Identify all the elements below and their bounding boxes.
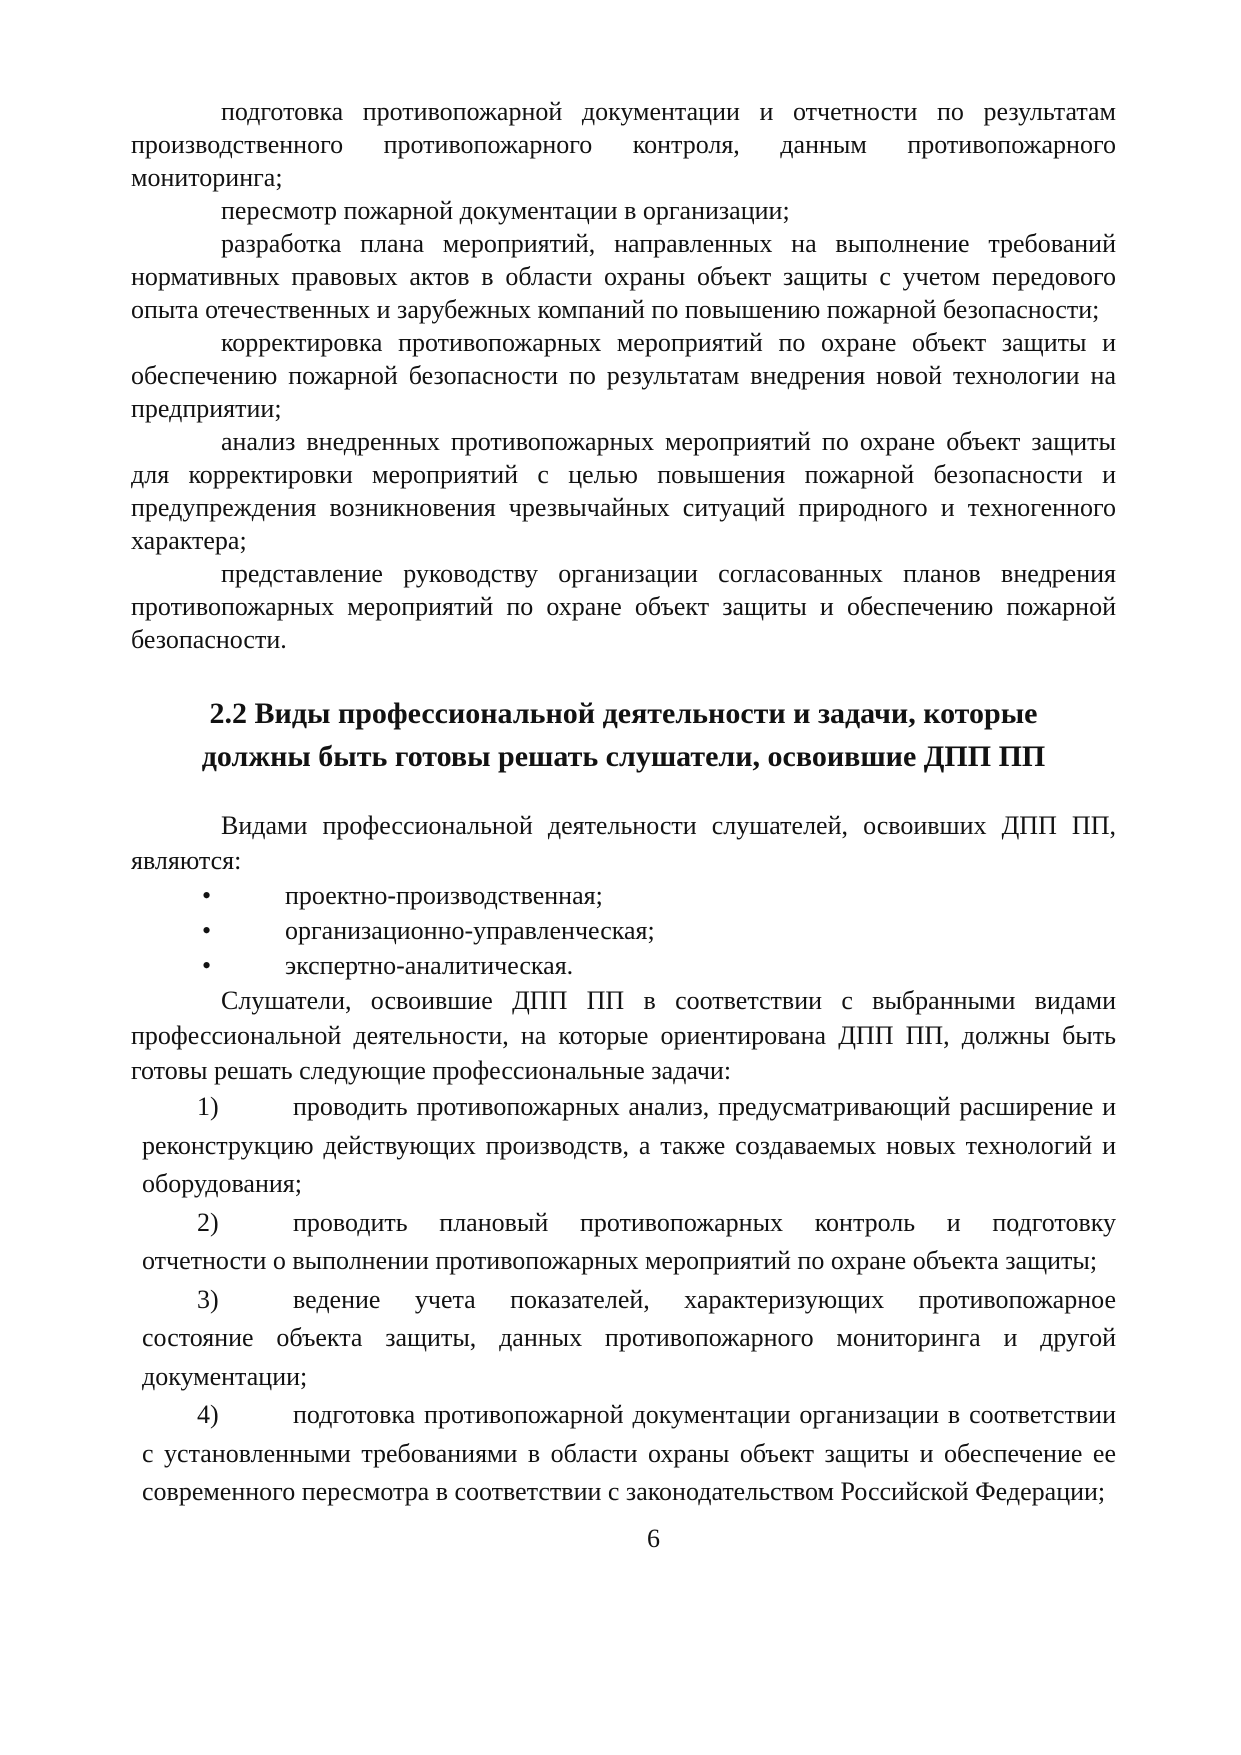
item-number: 1): [197, 1092, 219, 1121]
numbered-item: [131, 1204, 1116, 1281]
section-professional-tasks: [131, 1088, 1116, 1512]
body-paragraph: Видами профессиональной деятельности слушателей, освоивших ДПП ПП, являются:: [131, 811, 1116, 875]
numbered-item: [131, 1088, 1116, 1204]
numbered-item: [131, 1396, 1116, 1512]
bullet-list-item: [131, 948, 1116, 983]
section-heading-line: должны быть готовы решать слушатели, освоившие ДПП ПП: [201, 740, 1046, 773]
bullet-marker: •: [202, 881, 212, 910]
numbered-item: [131, 1281, 1116, 1397]
bullet-item-text: экспертно-аналитическая.: [285, 951, 574, 980]
body-paragraph: разработка плана мероприятий, направленных на выполнение требований нормативных правовых актов в области охраны объект защиты с учетом передового опыта отечественных и зарубежных компаний по повышению пожарной безопасности;: [131, 229, 1116, 324]
page-content: [131, 95, 1116, 1555]
bullet-marker: •: [202, 951, 212, 980]
numbered-item-text: проводить противопожарных анализ, предусматривающий расширение и реконструкцию действующих производств, а также создаваемых новых технологий и оборудования;: [142, 1092, 1116, 1198]
body-paragraph: Слушатели, освоившие ДПП ПП в соответствии с выбранными видами профессиональной деятельности, на которые ориентирована ДПП ПП, должны быть готовы решать следующие профессиональные задачи:: [131, 986, 1116, 1085]
bullet-list-item: [131, 913, 1116, 948]
section-heading: [131, 692, 1116, 778]
numbered-item-text: проводить плановый противопожарных контроль и подготовку отчетности о выполнении противопожарных мероприятий по охране объекта защиты;: [142, 1207, 1116, 1275]
bullet-item-text: проектно-производственная;: [285, 881, 603, 910]
body-paragraph: корректировка противопожарных мероприятий по охране объект защиты и обеспечению пожарной безопасности по результатам внедрения новой технологии на предприятии;: [131, 328, 1116, 423]
page-number: 6: [647, 1523, 660, 1553]
section-activity-types: [131, 808, 1116, 1088]
body-paragraph: анализ внедренных противопожарных мероприятий по охране объект защиты для корректировки мероприятий с целью повышения пожарной безопасности и предупреждения возникновения чрезвычайных ситуаций природного и техногенного характера;: [131, 427, 1116, 555]
numbered-item-text: ведение учета показателей, характеризующих противопожарное состояние объекта защиты, данных противопожарного мониторинга и другой документации;: [142, 1284, 1116, 1391]
bullet-marker: •: [202, 916, 212, 945]
section-duties: [131, 95, 1116, 656]
item-number: 3): [197, 1284, 219, 1314]
section-heading-line: 2.2 Виды профессиональной деятельности и задачи, которые: [209, 697, 1038, 730]
body-paragraph: подготовка противопожарной документации и отчетности по результатам производственного противопожарного контроля, данным противопожарного мониторинга;: [131, 97, 1116, 192]
bullet-list-item: [131, 878, 1116, 913]
body-paragraph: представление руководству организации согласованных планов внедрения противопожарных мероприятий по охране объект защиты и обеспечению пожарной безопасности.: [131, 559, 1116, 654]
item-number: 4): [197, 1400, 219, 1429]
bullet-item-text: организационно-управленческая;: [285, 916, 655, 945]
body-paragraph: пересмотр пожарной документации в организации;: [221, 196, 790, 225]
numbered-item-text: подготовка противопожарной документации организации в соответствии с установленными требованиями в области охраны объект защиты и обеспечение ее современного пересмотра в соответствии с законодательством Российской Федерации;: [142, 1400, 1116, 1506]
item-number: 2): [197, 1207, 219, 1237]
